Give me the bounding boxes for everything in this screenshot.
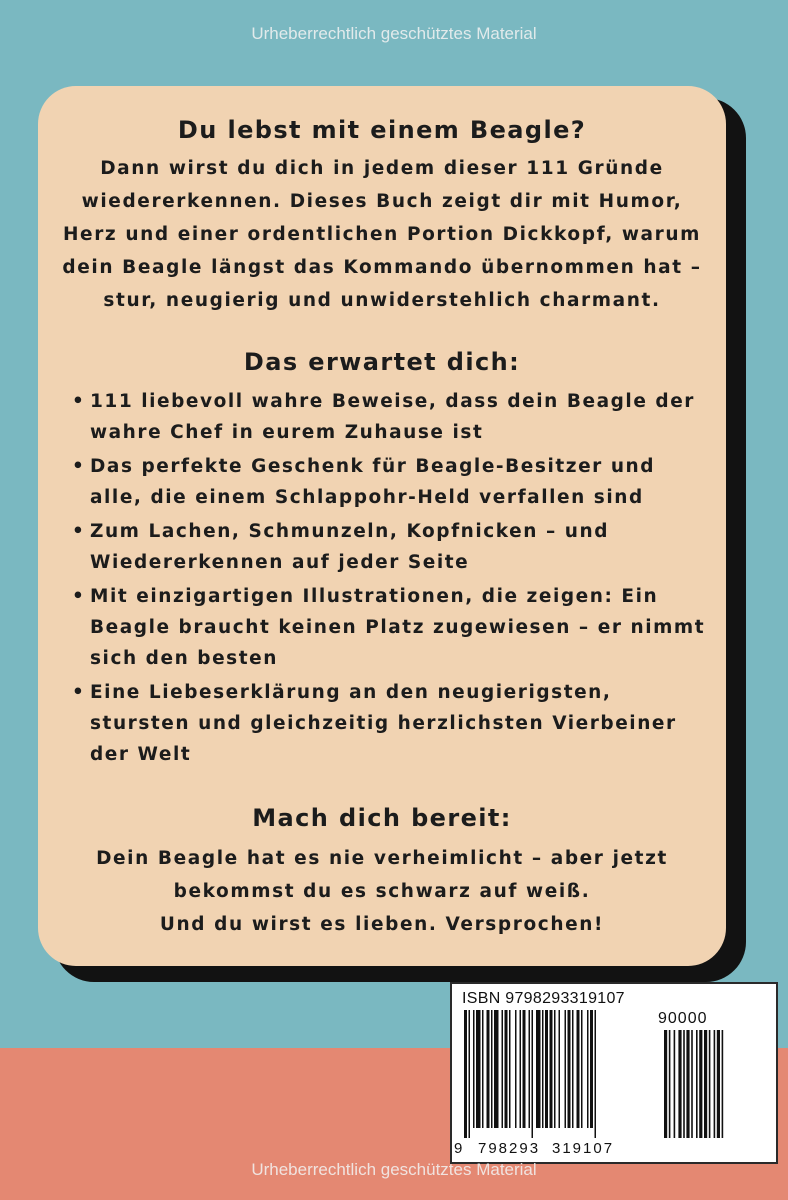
list-item: [72, 516, 708, 578]
ready-heading: Mach dich bereit:: [252, 804, 512, 832]
list-item: [72, 677, 708, 770]
ready-line-3: Und du wirst es lieben. Versprochen!: [159, 914, 605, 935]
ready-line-2: bekommst du es schwarz auf weiß.: [173, 881, 591, 902]
bullet-icon: •: [72, 391, 86, 412]
bullet-icon: •: [72, 682, 86, 703]
barcode-bars: [464, 1010, 766, 1138]
intro-heading: Du lebst mit einem Beagle?: [177, 116, 587, 144]
bullet-icon: •: [72, 456, 86, 477]
list-item: [72, 451, 708, 513]
isbn-barcode-box: [450, 982, 778, 1164]
list-item-text: Mit einzigartigen Illustrationen, die zeigen: Ein Beagle braucht keinen Platz zugewiesen – er nimmt sich den besten: [90, 586, 706, 669]
bullet-icon: •: [72, 586, 86, 607]
intro-paragraph: Dann wirst du dich in jedem dieser 111 Gründe wiedererkennen. Dieses Buch zeigt dir mit Humor, Herz und einer ordentlichen Portion Dickkopf, warum dein Beagle längst das Kommando übernommen hat – stur, neugierig und unwiderstehlich charmant.: [62, 158, 702, 311]
watermark-bottom: Urheberrechtlich geschütztes Material: [251, 1160, 537, 1179]
list-item: [72, 581, 708, 674]
list-item-text: Zum Lachen, Schmunzeln, Kopfnicken – und Wiedererkennen auf jeder Seite: [90, 521, 609, 573]
isbn-digit-group-2: 319107: [552, 1140, 615, 1157]
expect-list: [72, 386, 708, 773]
list-item-text: Eine Liebeserklärung an den neugierigsten, stursten und gleichzeitig herzlichsten Vierbeiner der Welt: [90, 682, 677, 765]
isbn-digit-first: 9: [454, 1140, 465, 1157]
price-code: 90000: [658, 1010, 708, 1027]
bullet-icon: •: [72, 521, 86, 542]
list-item: [72, 386, 708, 448]
list-item-text: Das perfekte Geschenk für Beagle-Besitzer und alle, die einem Schlappohr-Held verfallen sind: [90, 456, 656, 508]
list-item-text: 111 liebevoll wahre Beweise, dass dein Beagle der wahre Chef in eurem Zuhause ist: [90, 391, 695, 443]
isbn-label: ISBN 9798293319107: [462, 990, 625, 1007]
expect-heading: Das erwartet dich:: [243, 348, 521, 376]
isbn-digit-group-1: 798293: [478, 1140, 541, 1157]
ready-line-1: Dein Beagle hat es nie verheimlicht – aber jetzt: [96, 848, 668, 869]
text-card: [38, 86, 726, 966]
watermark-top: Urheberrechtlich geschütztes Material: [251, 24, 537, 43]
